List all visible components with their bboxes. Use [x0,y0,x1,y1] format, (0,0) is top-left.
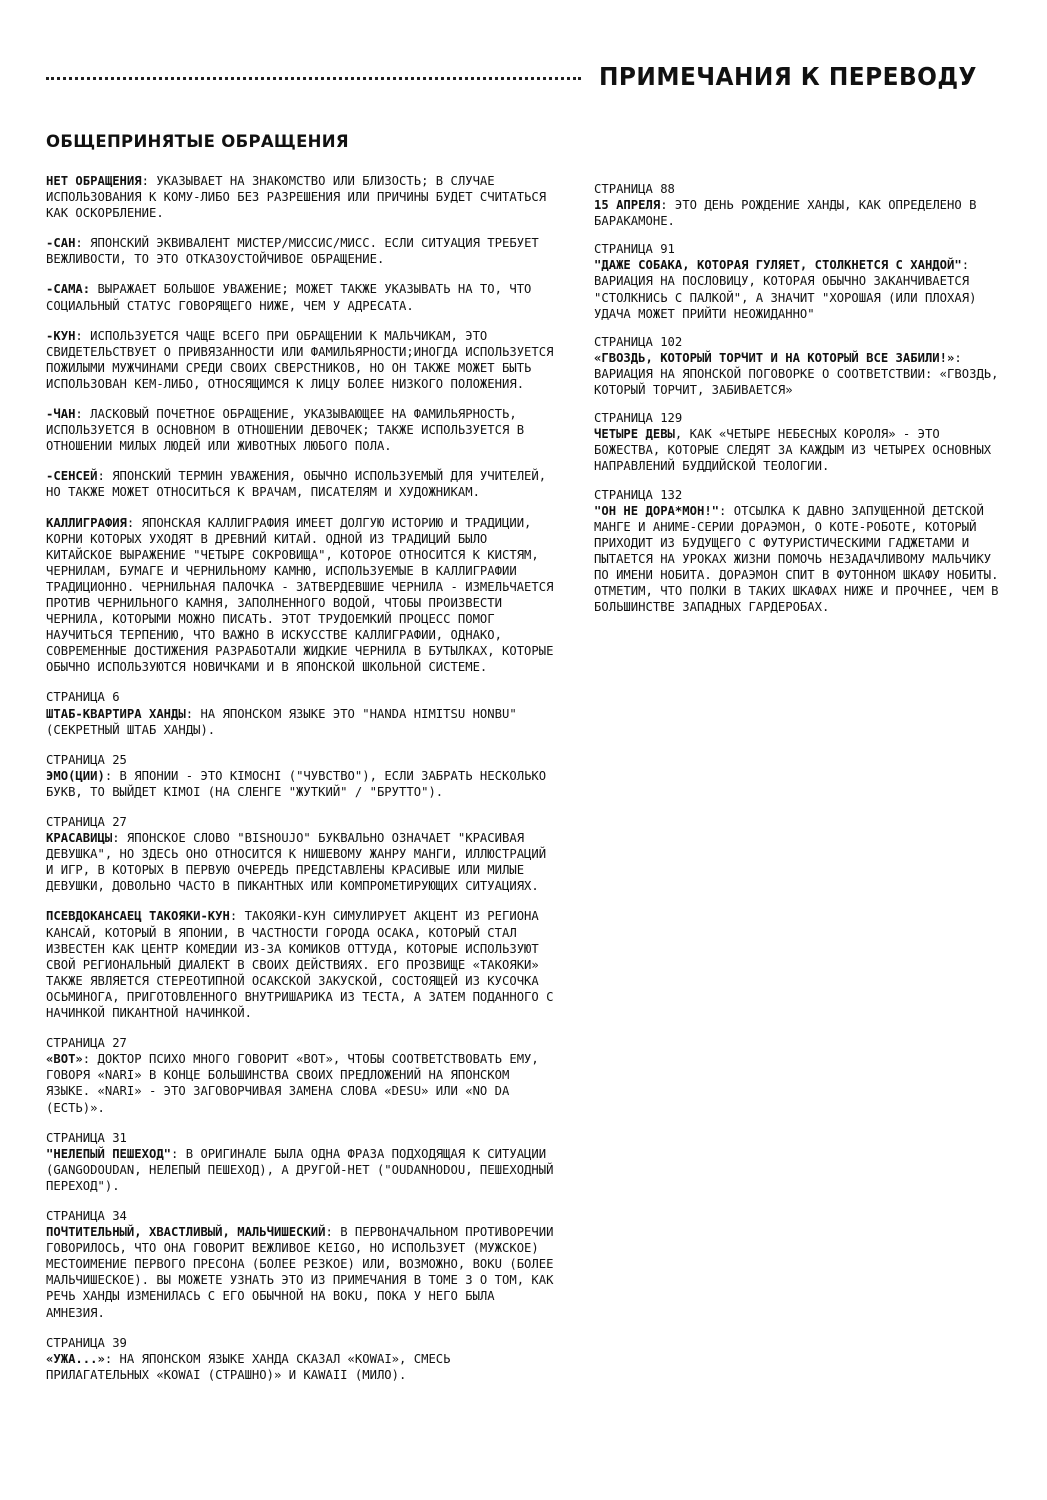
page-reference: СТРАНИЦА 27 [46,1035,127,1051]
note-text: : ЛАСКОВЫЙ ПОЧЕТНОЕ ОБРАЩЕНИЕ, УКАЗЫВАЮЩЕЕ НА ФАМИЛЬЯРНОСТЬ, ИСПОЛЬЗУЕТСЯ В ОСНОВНОМ В ОТНОШЕНИИ ДЕВОЧЕК; ТАКЖЕ ИСПОЛЬЗУЕТСЯ В ОТНОШЕНИИ МИЛЫХ ЛЮДЕЙ ИЛИ ЖИВОТНЫХ ЛЮБОГО ПОЛА. [46,406,525,454]
note-text: : ОТСЫЛКА К ДАВНО ЗАПУЩЕННОЙ ДЕТСКОЙ МАНГЕ И АНИМЕ-СЕРИИ ДОРАЭМОН, О КОТЕ-РОБОТЕ, КОТОРЫЙ ПРИХОДИТ ИЗ БУДУЩЕГО С ФУТУРИСТИЧЕСКИМИ ГАДЖЕТАМИ И ПЫТАЕТСЯ НА УРОКАХ ЖИЗНИ ПОМОЧЬ НЕЗАДАЧЛИВОМУ МАЛЬЧИКУ ПО ИМЕНИ НОБИТА. ДОРАЭМОН СПИТ В ФУТОННОМ ШКАФУ НОБИТЫ. ОТМЕТИМ, ЧТО ПОЛКИ В ТАКИХ ШКАФАХ НИЖЕ И ПРОЧНЕЕ, ЧЕМ В БОЛЬШИНСТВЕ ЗАПАДНЫХ ГАРДЕРОБАХ. [594,502,999,615]
note-term: "НЕЛЕПЫЙ ПЕШЕХОД" [46,1145,172,1161]
translation-note [46,752,555,800]
section-heading: ОБЩЕПРИНЯТЫЕ ОБРАЩЕНИЯ [46,132,349,151]
note-term: -КУН [46,327,76,343]
note-text: : ВАРИАЦИЯ НА ЯПОНСКОЙ ПОГОВОРКЕ О СООТВЕТСТВИИ: «ГВОЗДЬ, КОТОРЫЙ ТОРЧИТ, ЗАБИВАЕТСЯ» [594,349,999,398]
page-reference: СТРАНИЦА 6 [46,689,120,705]
note-text: : ДОКТОР ПСИХО МНОГО ГОВОРИТ «ВОТ», ЧТОБЫ СООТВЕТСТВОВАТЬ ЕМУ, ГОВОРЯ «NARI» В КОНЦЕ БОЛЬШИНСТВА СВОИХ ПРЕДЛОЖЕНИЙ НА ЯПОНСКОМ ЯЗЫКЕ. «NARI» - ЭТО ЗАГОВОРЧИВАЯ ЗАМЕНА СЛОВА «DESU» ИЛИ «NO DA (ЕСТЬ)». [46,1051,539,1115]
translation-note [46,515,555,676]
note-text: : ВАРИАЦИЯ НА ПОСЛОВИЦУ, КОТОРАЯ ОБЫЧНО ЗАКАНЧИВАЕТСЯ "СТОЛКНИСЬ С ПАЛКОЙ", А ЗНАЧИТ "ХОРОШАЯ (ИЛИ ПЛОХАЯ) УДАЧА МОЖЕТ ПРИЙТИ НЕОЖИДАННО" [594,257,977,321]
note-term: 15 АПРЕЛЯ [594,197,661,213]
note-term: ПСЕВДОКАНСАЕЦ ТАКОЯКИ-КУН [46,908,230,924]
note-text: ВЫРАЖАЕТ БОЛЬШОЕ УВАЖЕНИЕ; МОЖЕТ ТАКЖЕ УКАЗЫВАТЬ НА ТО, ЧТО СОЦИАЛЬНЫЙ СТАТУС ГОВОРЯЩЕГО НИЖЕ, ЧЕМ У АДРЕСАТА. [46,281,532,313]
note-term: КРАСАВИЦЫ [46,830,113,846]
page-reference: СТРАНИЦА 129 [594,410,683,426]
note-text: : НА ЯПОНСКОМ ЯЗЫКЕ ЭТО "HANDA HIMITSU HONBU" (СЕКРЕТНЫЙ ШТАБ ХАНДЫ). [46,705,517,737]
translation-note [46,814,555,894]
note-term: ШТАБ-КВАРТИРА ХАНДЫ [46,705,186,721]
translation-note [46,908,555,1021]
note-term: ЧЕТЫРЕ ДЕВЫ [594,426,675,442]
note-term: -САМА: [46,281,91,297]
translation-note [46,468,555,500]
translation-note [594,487,1013,616]
translation-note [46,328,555,392]
note-text: : В ЯПОНИИ - ЭТО KIMOCHI ("ЧУВСТВО"), ЕСЛИ ЗАБРАТЬ НЕСКОЛЬКО БУКВ, ТО ВЫЙДЕТ KIMOI (НА СЛЕНГЕ "ЖУТКИЙ" / "БРУТТО"). [46,767,547,799]
page-reference: СТРАНИЦА 102 [594,333,683,349]
left-column [46,173,571,1397]
note-term: НЕТ ОБРАЩЕНИЯ [46,173,142,188]
note-text: : УКАЗЫВАЕТ НА ЗНАКОМСТВО ИЛИ БЛИЗОСТЬ; В СЛУЧАЕ ИСПОЛЬЗОВАНИЯ К КОМУ-ЛИБО БЕЗ РАЗРЕШЕНИЯ ИЛИ ПРИЧИНЫ БУДЕТ СЧИТАТЬСЯ КАК ОСКОРБЛЕНИЕ. [46,173,547,221]
page-reference: СТРАНИЦА 39 [46,1334,127,1350]
note-term: «ВОТ» [46,1051,83,1067]
note-text: : ЯПОНСКИЙ ТЕРМИН УВАЖЕНИЯ, ОБЫЧНО ИСПОЛЬЗУЕМЫЙ ДЛЯ УЧИТЕЛЕЙ, НО ТАКЖЕ МОЖЕТ ОТНОСИТЬСЯ К ВРАЧАМ, ПИСАТЕЛЯМ И ХУДОЖНИКАМ. [46,468,547,500]
note-term: -САН [46,235,76,251]
note-text: , КАК «ЧЕТЫРЕ НЕБЕСНЫХ КОРОЛЯ» - ЭТО БОЖЕСТВА, КОТОРЫЕ СЛЕДЯТ ЗА КАЖДЫМ ИЗ ЧЕТЫРЕХ ОСНОВНЫХ НАПРАВЛЕНИЙ БУДДИЙСКОЙ ТЕОЛОГИИ. [594,426,992,474]
dotted-divider [46,77,581,80]
page-reference: СТРАНИЦА 91 [594,241,675,257]
translation-note [46,1208,555,1321]
note-term: КАЛЛИГРАФИЯ [46,514,127,530]
translation-note [46,406,555,454]
note-text: : ТАКОЯКИ-КУН СИМУЛИРУЕТ АКЦЕНТ ИЗ РЕГИОНА КАНСАЙ, КОТОРЫЙ В ЯПОНИИ, В ЧАСТНОСТИ ГОРОДА ОСАКА, КОТОРЫЙ СТАЛ ИЗВЕСТЕН КАК ЦЕНТР КОМЕДИИ ИЗ-ЗА КОМИКОВ ОТТУДА, КОТОРЫЕ ИСПОЛЬЗУЮТ СВОЙ РЕГИОНАЛЬНЫЙ ДИАЛЕКТ В СВОИХ ДЕЙСТВИЯХ. ЕГО ПРОЗВИЩЕ «ТАКОЯКИ» ТАКЖЕ ЯВЛЯЕТСЯ СТЕРЕОТИПНОЙ ОСАКСКОЙ ЗАКУСКОЙ, СОСТОЯЩЕЙ ИЗ КУСОЧКА ОСЬМИНОГА, ПРИГОТОВЛЕННОГО ВНУТРИШАРИКА ИЗ ТЕСТА, А ЗАТЕМ ПОДАННОГО С НАЧИНКОЙ ПИКАНТНОЙ НАЧИНКОЙ. [46,908,554,1021]
right-column [594,181,1026,627]
note-text: : В ПЕРВОНАЧАЛЬНОМ ПРОТИВОРЕЧИИ ГОВОРИЛОСЬ, ЧТО ОНА ГОВОРИТ ВЕЖЛИВОЕ KEIGO, НО ИСПОЛЬЗУЕТ (МУЖСКОЕ) МЕСТОИМЕНИЕ ПЕРВОГО ПРЕСОНА (БОЛЕЕ РЕЗКОЕ) ИЛИ, ВОЗМОЖНО, BOKU (БОЛЕЕ МАЛЬЧИШЕСКОЕ). ВЫ МОЖЕТЕ УЗНАТЬ ЭТО ИЗ ПРИМЕЧАНИЯ В ТОМЕ 3 О ТОМ, КАК РЕЧЬ ХАНДЫ ИЗМЕНИЛАСЬ С ЕГО ОБЫЧНОЙ НА BOKU, ПОКА У НЕГО БЫЛА АМНЕЗИЯ. [46,1224,554,1320]
note-term: "ДАЖЕ СОБАКА, КОТОРАЯ ГУЛЯЕТ, СТОЛКНЕТСЯ С ХАНДОЙ" [594,257,962,273]
translation-note [594,410,1013,474]
note-text: : ЯПОНСКОЕ СЛОВО "BISHOUJO" БУКВАЛЬНО ОЗНАЧАЕТ "КРАСИВАЯ ДЕВУШКА", НО ЗДЕСЬ ОНО ОТНОСИТСЯ К НИШЕВОМУ ЖАНРУ МАНГИ, ИЛЛЮСТРАЦИЙ И ИГР, В КОТОРЫХ В ПЕРВУЮ ОЧЕРЕДЬ ПРЕДСТАВЛЕНЫ КРАСИВЫЕ ИЛИ МИЛЫЕ ДЕВУШКИ, ДОВОЛЬНО ЧАСТО В ПИКАНТНЫХ ИЛИ КОМПРОМЕТИРУЮЩИХ СИТУАЦИЯХ. [46,830,547,894]
page-reference: СТРАНИЦА 25 [46,751,127,767]
translation-note [46,689,555,737]
note-text: : ЭТО ДЕНЬ РОЖДЕНИЕ ХАНДЫ, КАК ОПРЕДЕЛЕНО В БАРАКАМОНЕ. [594,197,977,229]
translation-note [594,181,1013,229]
note-text: : В ОРИГИНАЛЕ БЫЛА ОДНА ФРАЗА ПОДХОДЯЩАЯ К СИТУАЦИИ (GANGODOUDAN, НЕЛЕПЫЙ ПЕШЕХОД), А ДРУГОЙ-НЕТ ("OUDANHODOU, ПЕШЕХОДНЫЙ ПЕРЕХОД"). [46,1145,554,1193]
note-term: -СЕНСЕЙ [46,468,98,484]
translation-note [46,173,555,221]
page-reference: СТРАНИЦА 31 [46,1129,127,1145]
page-reference: СТРАНИЦА 88 [594,181,675,196]
translation-note [594,241,1013,321]
translation-note [46,1335,555,1383]
page-reference: СТРАНИЦА 132 [594,486,683,502]
note-text: : ИСПОЛЬЗУЕТСЯ ЧАЩЕ ВСЕГО ПРИ ОБРАЩЕНИИ К МАЛЬЧИКАМ, ЭТО СВИДЕТЕЛЬСТВУЕТ О ПРИВЯЗАННОСТИ ИЛИ ФАМИЛЬЯРНОСТИ;ИНОГДА ИСПОЛЬЗУЕТСЯ ПОЖИЛЫМИ МУЖЧИНАМИ СРЕДИ СВОИХ СВЕРСТНИКОВ, НО ОН ТАКЖЕ МОЖЕТ БЫТЬ ИСПОЛЬЗОВАН КЕМ-ЛИБО, ОТНОСЯЩИМСЯ К ЛИЦУ БОЛЕЕ НИЗКОГО ПОЛОЖЕНИЯ. [46,327,554,391]
translation-note [46,1035,555,1115]
note-term: «ГВОЗДЬ, КОТОРЫЙ ТОРЧИТ И НА КОТОРЫЙ ВСЕ ЗАБИЛИ!» [594,349,955,365]
note-term: ПОЧТИТЕЛЬНЫЙ, ХВАСТЛИВЫЙ, МАЛЬЧИШЕСКИЙ [46,1224,326,1240]
page-reference: СТРАНИЦА 34 [46,1207,127,1223]
translation-note [46,281,555,313]
note-term: -ЧАН [46,406,76,422]
page-title: ПРИМЕЧАНИЯ К ПЕРЕВОДУ [599,62,977,91]
note-term: «УЖА...» [46,1350,105,1366]
note-text: : НА ЯПОНСКОМ ЯЗЫКЕ ХАНДА СКАЗАЛ «KOWAI», СМЕСЬ ПРИЛАГАТЕЛЬНЫХ «KOWAI (СТРАШНО)» И KAWAII (МИЛО). [46,1350,451,1382]
note-text: : ЯПОНСКАЯ КАЛЛИГРАФИЯ ИМЕЕТ ДОЛГУЮ ИСТОРИЮ И ТРАДИЦИИ, КОРНИ КОТОРЫХ УХОДЯТ В ДРЕВНИЙ КИТАЙ. ОДНОЙ ИЗ ТРАДИЦИЙ БЫЛО КИТАЙСКОЕ ВЫРАЖЕНИЕ "ЧЕТЫРЕ СОКРОВИЩА", КОТОРОЕ ОТНОСИТСЯ К КИСТЯМ, ЧЕРНИЛАМ, БУМАГЕ И ЧЕРНИЛЬНОМУ КАМНЮ, ИСПОЛЬЗУЕМЫЕ В КАЛЛИГРАФИИ ТРАДИЦИОННО. ЧЕРНИЛЬНАЯ ПАЛОЧКА - ЗАТВЕРДЕВШИЕ ЧЕРНИЛА - ИЗМЕЛЬЧАЕТСЯ ПРОТИВ ЧЕРНИЛЬНОГО КАМНЯ, ЗАПОЛНЕННОГО ВОДОЙ, ЧТОБЫ ПРОИЗВЕСТИ ЧЕРНИЛА, КОТОРЫМИ МОЖНО ПИСАТЬ. ЭТОТ ТРУДОЕМКИЙ ПРОЦЕСС ПОМОГ НАУЧИТЬСЯ ТЕРПЕНИЮ, ЧТО ВАЖНО В ИСКУССТВЕ КАЛЛИГРАФИИ, ОДНАКО, СОВРЕМЕННЫЕ ДОСТИЖЕНИЯ РАЗРАБОТАЛИ ЖИДКИЕ ЧЕРНИЛА В БУТЫЛКАХ, КОТОРЫЕ ОБЫЧНО ИСПОЛЬЗУЮТСЯ НОВИЧКАМИ И В ЯПОНСКОЙ ШКОЛЬНОЙ СИСТЕМЕ. [46,514,554,675]
translation-note [594,334,1013,398]
note-term: ЭМО(ЦИИ) [46,767,105,783]
translation-note [46,1130,555,1194]
page-reference: СТРАНИЦА 27 [46,814,127,829]
note-term: "ОН НЕ ДОРА*МОН!" [594,502,720,518]
translation-note [46,235,555,267]
page-header [46,62,996,98]
note-text: : ЯПОНСКИЙ ЭКВИВАЛЕНТ МИСТЕР/МИССИС/МИСС. ЕСЛИ СИТУАЦИЯ ТРЕБУЕТ ВЕЖЛИВОСТИ, ТО ЭТО ОТКАЗОУСТОЙЧИВОЕ ОБРАЩЕНИЕ. [46,235,539,267]
